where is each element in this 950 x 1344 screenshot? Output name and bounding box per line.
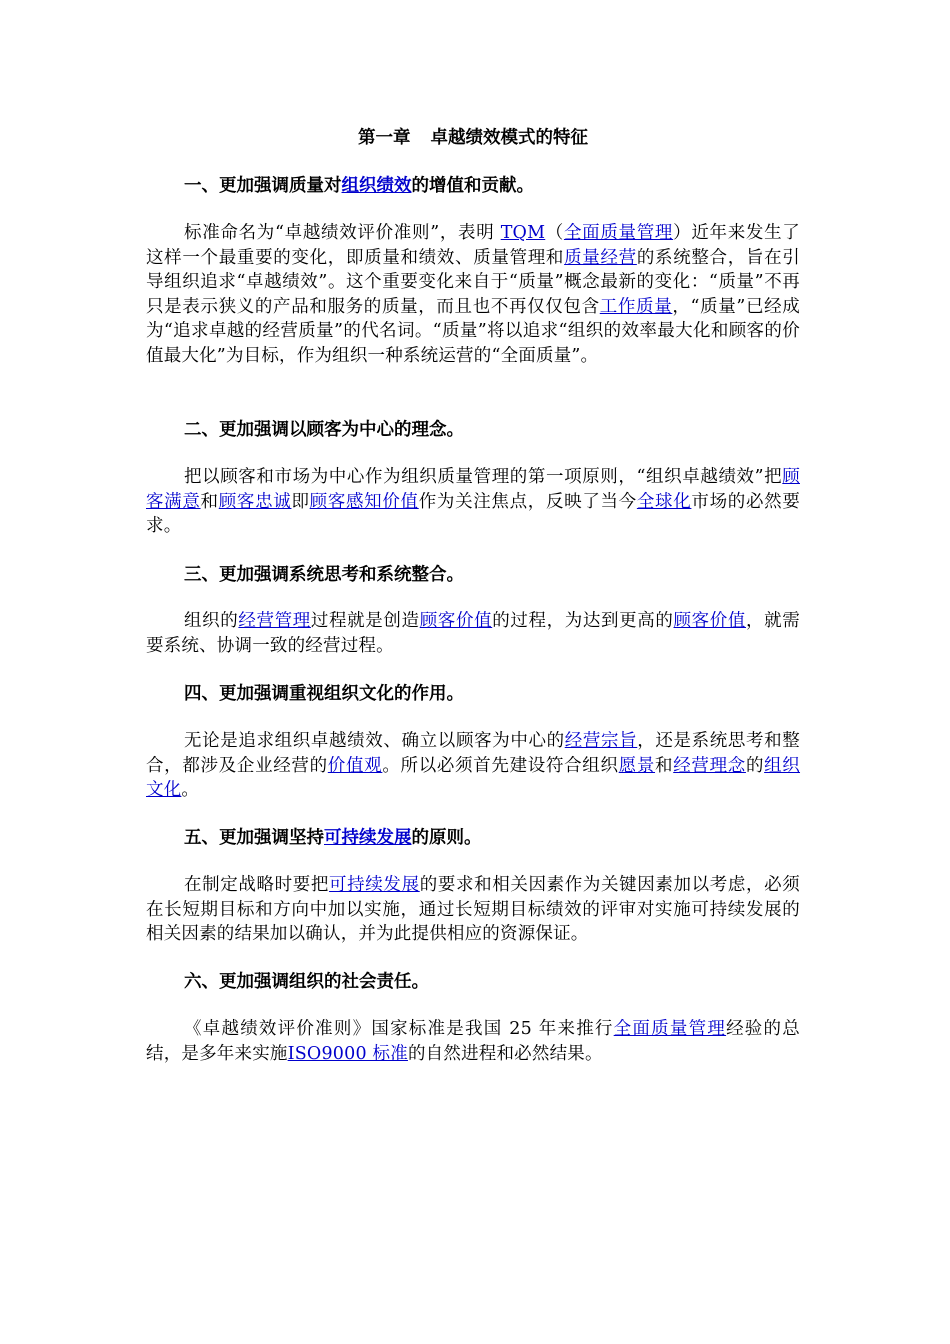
section-5-paragraph: 在制定战略时要把可持续发展的要求和相关因素作为关键因素加以考虑，必须在长短期目标和方向中加以实施，通过长短期目标绩效的评审对实施可持续发展的相关因素的结果加以确认，并为此提供相应的资源保证。 (146, 875, 801, 945)
link-customer-perceived-value[interactable]: 顾客感知价值 (309, 491, 419, 512)
section-4-heading: 四、更加强调重视组织文化的作用。 (184, 684, 464, 704)
link-iso9000-standard[interactable]: ISO9000 标准 (287, 1043, 408, 1064)
section-2-heading: 二、更加强调以顾客为中心的理念。 (184, 420, 464, 440)
link-business-philosophy[interactable]: 经营理念 (673, 755, 746, 776)
link-vision[interactable]: 愿景 (618, 755, 656, 776)
link-customer-value-2[interactable]: 顾客价值 (673, 611, 747, 631)
section-1-heading: 一、更加强调质量对组织绩效的增值和贡献。 (184, 176, 534, 196)
link-sustainable-development-2[interactable]: 可持续发展 (329, 875, 420, 895)
link-values[interactable]: 价值观 (327, 755, 383, 776)
link-tqm[interactable]: TQM (500, 223, 546, 243)
section-4-paragraph: 无论是追求组织卓越绩效、确立以顾客为中心的经营宗旨，还是系统思考和整合，都涉及企业经营的价值观。所以必须首先建设符合组织愿景和经营理念的组织文化。 (146, 731, 801, 801)
section-3-paragraph: 组织的经营管理过程就是创造顾客价值的过程，为达到更高的顾客价值，就需要系统、协调一致的经营过程。 (146, 611, 800, 656)
link-work-quality[interactable]: 工作质量 (599, 296, 673, 317)
link-globalization[interactable]: 全球化 (636, 491, 692, 512)
link-business-management[interactable]: 经营管理 (238, 611, 311, 631)
section-3-heading: 三、更加强调系统思考和系统整合。 (184, 565, 464, 585)
link-customer-loyalty[interactable]: 顾客忠诚 (218, 491, 292, 512)
link-org-performance[interactable]: 组织绩效 (341, 176, 412, 196)
section-2-paragraph: 把以顾客和市场为中心作为组织质量管理的第一项原则，“组织卓越绩效”把顾客满意和顾客忠诚即顾客感知价值作为关注焦点，反映了当今全球化市场的必然要求。 (146, 467, 801, 537)
section-6-heading: 六、更加强调组织的社会责任。 (184, 972, 429, 992)
section-6-paragraph: 《卓越绩效评价准则》国家标准是我国 25 年来推行全面质量管理经验的总结，是多年来实施ISO9000 标准的自然进程和必然结果。 (146, 1019, 800, 1064)
link-org-culture[interactable]: 组织文化 (146, 755, 801, 801)
link-business-purpose[interactable]: 经营宗旨 (564, 731, 638, 751)
chapter-title: 第一章 卓越绩效模式的特征 (358, 128, 588, 148)
link-quality-operation[interactable]: 质量经营 (564, 247, 637, 268)
link-customer-satisfaction[interactable]: 顾客满意 (146, 467, 800, 512)
link-sustainable-development[interactable]: 可持续发展 (324, 828, 412, 848)
link-total-quality-management[interactable]: 全面质量管理 (563, 223, 674, 243)
link-customer-value[interactable]: 顾客价值 (419, 611, 493, 631)
section-5-heading: 五、更加强调坚持可持续发展的原则。 (184, 828, 482, 848)
section-1-paragraph: 标准命名为“卓越绩效评价准则”，表明 TQM（全面质量管理）近年来发生了这样一个最重要的变化，即质量和绩效、质量管理和质量经营的系统整合，旨在引导组织追求“卓越绩效”。这个重要变化来自于“质量”概念最新的变化：“质量”不再只是表示狭义的产品和服务的质量，而且也不再仅仅包含工作质量，“质量”已经成为“追求卓越的经营质量”的代名词。“质量”将以追求“组织的效率最大化和顾客的价值最大化”为目标，作为组织一种系统运营的“全面质量”。 (146, 223, 801, 366)
link-total-quality-management-2[interactable]: 全面质量管理 (613, 1019, 727, 1039)
